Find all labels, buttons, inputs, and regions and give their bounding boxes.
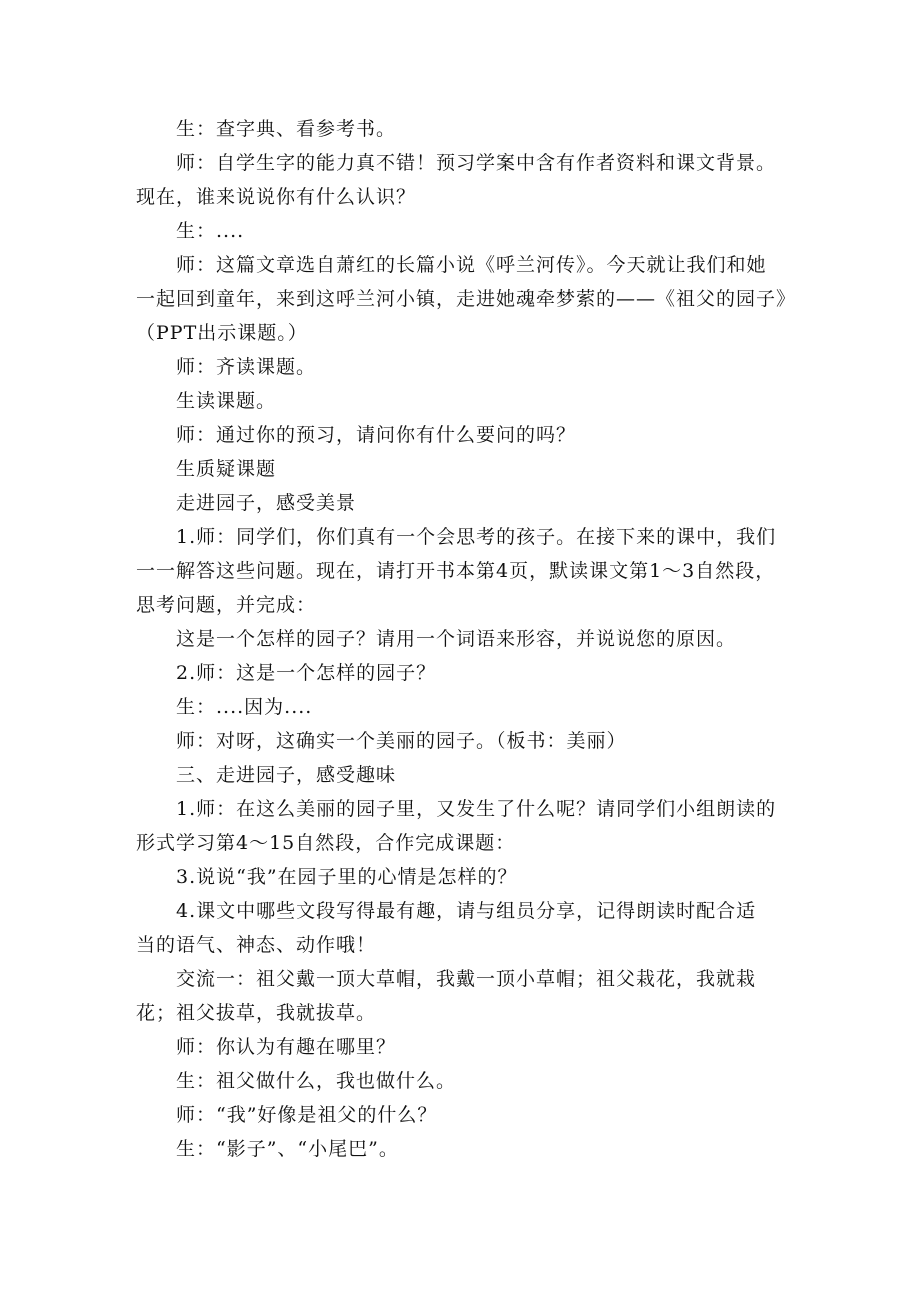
paragraph-line: 生：查字典、看参考书。: [176, 118, 397, 140]
paragraph-line: 生：....: [176, 220, 245, 242]
paragraph-line: 一起回到童年，来到这呼兰河小镇，走进她魂牵梦萦的——《祖父的园子》: [136, 288, 797, 310]
section-heading: 三、走进园子，感受趣味: [176, 764, 397, 786]
paragraph-line: 师：这篇文章选自萧红的长篇小说《呼兰河传》。今天就让我们和她: [176, 254, 767, 276]
paragraph-line: 师：你认为有趣在哪里？: [176, 1036, 397, 1058]
paragraph-line: 花；祖父拔草，我就拔草。: [136, 1002, 377, 1024]
paragraph-line: 思考问题，并完成：: [136, 594, 317, 616]
paragraph-line: 生：“影子”、“小尾巴”。: [176, 1138, 399, 1160]
paragraph-line: 形式学习第4～15自然段，合作完成课题：: [136, 832, 516, 854]
paragraph-line: 师：自学生字的能力真不错！预习学案中含有作者资料和课文背景。: [176, 152, 777, 174]
paragraph-line: 1.师：同学们，你们真有一个会思考的孩子。在接下来的课中，我们: [176, 526, 777, 548]
paragraph-line: 3.说说“我”在园子里的心情是怎样的？: [176, 866, 518, 888]
paragraph-line: 现在，谁来说说你有什么认识？: [136, 186, 417, 208]
paragraph-line: 交流一：祖父戴一顶大草帽，我戴一顶小草帽；祖父栽花，我就栽: [176, 968, 757, 990]
paragraph-line: 这是一个怎样的园子？请用一个词语来形容，并说说您的原因。: [176, 628, 737, 650]
paragraph-line: 当的语气、神态、动作哦！: [136, 934, 377, 956]
paragraph-line: 师：通过你的预习，请问你有什么要问的吗？: [176, 424, 577, 446]
paragraph-line: 1.师：在这么美丽的园子里，又发生了什么呢？请同学们小组朗读的: [176, 798, 777, 820]
paragraph-line: 师：“我”好像是祖父的什么？: [176, 1104, 438, 1126]
paragraph-line: 生读课题。: [176, 390, 277, 412]
section-heading: 走进园子，感受美景: [176, 492, 357, 514]
paragraph-line: 生质疑课题: [176, 458, 277, 480]
paragraph-line: 一一解答这些问题。现在，请打开书本第4页，默读课文第1～3自然段，: [136, 560, 776, 582]
paragraph-line: （PPT出示课题。）: [136, 322, 308, 344]
paragraph-line: 生：....因为....: [176, 696, 313, 718]
paragraph-line: 2.师：这是一个怎样的园子？: [176, 662, 437, 684]
document-page: [136, 112, 796, 1166]
paragraph-line: 生：祖父做什么，我也做什么。: [176, 1070, 457, 1092]
paragraph-line: 4.课文中哪些文段写得最有趣，请与组员分享，记得朗读时配合适: [176, 900, 757, 922]
paragraph-line: 师：对呀，这确实一个美丽的园子。（板书：美丽）: [176, 730, 627, 752]
paragraph-line: 师：齐读课题。: [176, 356, 317, 378]
